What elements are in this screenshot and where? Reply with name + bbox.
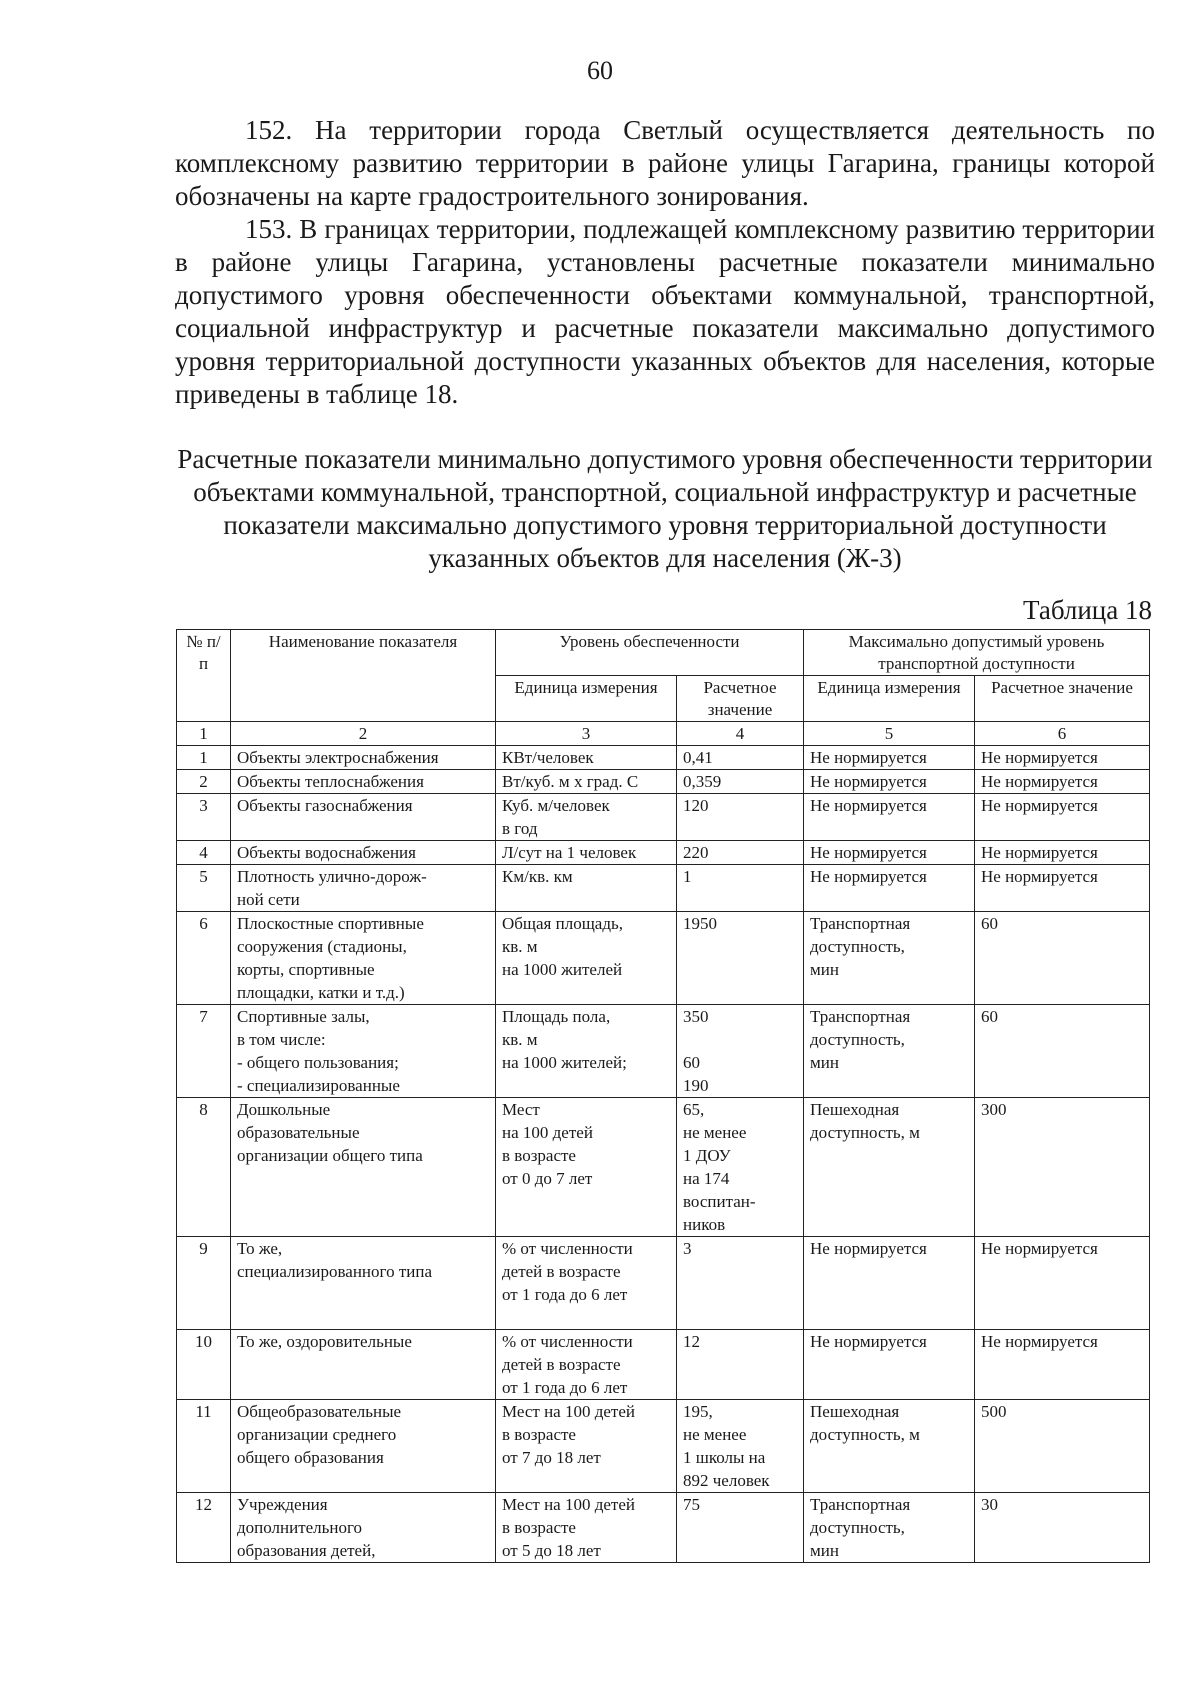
cell-line: от 0 до 7 лет bbox=[502, 1169, 593, 1188]
cell-line: в год bbox=[502, 819, 538, 838]
cell-line: Не нормируется bbox=[981, 748, 1098, 767]
cell-line: Мест на 100 детей bbox=[502, 1402, 635, 1421]
cell-unit bbox=[496, 794, 677, 841]
cell-unit bbox=[496, 746, 677, 770]
row-number: 5 bbox=[177, 865, 231, 912]
cell-value bbox=[677, 1005, 804, 1098]
cell-line: То же, bbox=[237, 1239, 283, 1258]
cell-name bbox=[231, 841, 496, 865]
cell-value2 bbox=[975, 865, 1150, 912]
cell-line: Не нормируется bbox=[810, 772, 927, 791]
header-level: Уровень обеспеченности bbox=[496, 630, 804, 676]
cell-line: кв. м bbox=[502, 1030, 538, 1049]
cell-line: Учреждения bbox=[237, 1495, 328, 1514]
cell-value bbox=[677, 1330, 804, 1400]
cell-line: доступность, м bbox=[810, 1123, 920, 1142]
table-row bbox=[177, 794, 1150, 841]
cell-value2 bbox=[975, 841, 1150, 865]
cell-unit2 bbox=[804, 841, 975, 865]
cell-line: организации общего типа bbox=[237, 1146, 423, 1165]
table-heading: Расчетные показатели минимально допустимого уровня обеспеченности территории объектами коммунальной, транспортной, социальной инфраструктур и расчетные показатели максимально допустимого уровня территориальной доступности указанных объектов для населения (Ж-3) bbox=[177, 444, 1153, 573]
table-label: Таблица 18 bbox=[1023, 595, 1152, 625]
cell-name bbox=[231, 746, 496, 770]
cell-unit2 bbox=[804, 1330, 975, 1400]
cell-line: от 1 года до 6 лет bbox=[502, 1378, 628, 1397]
row-number: 11 bbox=[177, 1400, 231, 1493]
cell-line: дополнительного bbox=[237, 1518, 363, 1537]
cell-value2 bbox=[975, 1493, 1150, 1563]
cell-line: 65, bbox=[683, 1100, 705, 1119]
cell-unit2 bbox=[804, 1005, 975, 1098]
cell-line: 12 bbox=[683, 1332, 700, 1351]
cell-value bbox=[677, 1098, 804, 1237]
cell-unit2 bbox=[804, 912, 975, 1005]
table-row bbox=[177, 1493, 1150, 1563]
cell-unit bbox=[496, 1098, 677, 1237]
cell-line: То же, оздоровительные bbox=[237, 1332, 412, 1351]
cell-value2 bbox=[975, 746, 1150, 770]
cell-line: 75 bbox=[683, 1495, 700, 1514]
column-number: 3 bbox=[496, 722, 677, 746]
cell-unit bbox=[496, 770, 677, 794]
cell-line: Общеобразовательные bbox=[237, 1402, 402, 1421]
cell-line: не менее bbox=[683, 1123, 747, 1142]
table-row bbox=[177, 1098, 1150, 1237]
header-unit: Единица измерения bbox=[496, 676, 677, 722]
cell-unit2 bbox=[804, 865, 975, 912]
cell-line: Пешеходная bbox=[810, 1100, 900, 1119]
cell-line: общего образования bbox=[237, 1448, 384, 1467]
header-num: № п/п bbox=[177, 630, 231, 722]
cell-unit bbox=[496, 1493, 677, 1563]
cell-line: не менее bbox=[683, 1425, 747, 1444]
row-number: 3 bbox=[177, 794, 231, 841]
row-number: 6 bbox=[177, 912, 231, 1005]
cell-name bbox=[231, 1237, 496, 1330]
table-body bbox=[177, 722, 1150, 1563]
column-number: 2 bbox=[231, 722, 496, 746]
cell-line: на 1000 жителей bbox=[502, 960, 623, 979]
row-number: 7 bbox=[177, 1005, 231, 1098]
cell-line: 60 bbox=[981, 1007, 998, 1026]
cell-value bbox=[677, 1493, 804, 1563]
cell-line: % от численности bbox=[502, 1332, 633, 1351]
cell-line: 30 bbox=[981, 1495, 998, 1514]
cell-unit bbox=[496, 1237, 677, 1330]
table-row bbox=[177, 770, 1150, 794]
cell-value2 bbox=[975, 794, 1150, 841]
cell-line: кв. м bbox=[502, 937, 538, 956]
cell-line: Дошкольные bbox=[237, 1100, 331, 1119]
cell-line: 1 школы на bbox=[683, 1448, 766, 1467]
cell-line: от 5 до 18 лет bbox=[502, 1541, 601, 1560]
cell-line: 892 человек bbox=[683, 1471, 770, 1490]
table-row bbox=[177, 1330, 1150, 1400]
cell-line: Плотность улично-дорож- bbox=[237, 867, 427, 886]
header-row-1 bbox=[177, 630, 1150, 676]
cell-line: 120 bbox=[683, 796, 709, 815]
page-number: 60 bbox=[587, 56, 613, 85]
cell-line: Не нормируется bbox=[810, 748, 927, 767]
cell-line: от 1 года до 6 лет bbox=[502, 1285, 628, 1304]
cell-line: Не нормируется bbox=[810, 796, 927, 815]
cell-line: % от численности bbox=[502, 1239, 633, 1258]
cell-name bbox=[231, 865, 496, 912]
cell-value bbox=[677, 912, 804, 1005]
cell-unit bbox=[496, 912, 677, 1005]
cell-line: Спортивные залы, bbox=[237, 1007, 370, 1026]
cell-line: Не нормируется bbox=[810, 1239, 927, 1258]
cell-line: 3 bbox=[683, 1239, 692, 1258]
cell-line: 1 bbox=[683, 867, 692, 886]
cell-name bbox=[231, 1330, 496, 1400]
cell-line: Плоскостные спортивные bbox=[237, 914, 424, 933]
cell-name bbox=[231, 794, 496, 841]
cell-name bbox=[231, 770, 496, 794]
cell-line: Объекты водоснабжения bbox=[237, 843, 416, 862]
cell-line: 500 bbox=[981, 1402, 1007, 1421]
cell-line: 195, bbox=[683, 1402, 713, 1421]
row-number: 10 bbox=[177, 1330, 231, 1400]
cell-unit bbox=[496, 841, 677, 865]
column-number: 1 bbox=[177, 722, 231, 746]
cell-line: 0,41 bbox=[683, 748, 713, 767]
cell-unit bbox=[496, 1005, 677, 1098]
cell-line: Не нормируется bbox=[981, 772, 1098, 791]
cell-line: в том числе: bbox=[237, 1030, 326, 1049]
cell-unit2 bbox=[804, 794, 975, 841]
cell-value bbox=[677, 1400, 804, 1493]
table-row bbox=[177, 841, 1150, 865]
cell-line: Объекты теплоснабжения bbox=[237, 772, 424, 791]
cell-line: ников bbox=[683, 1215, 726, 1234]
table-row bbox=[177, 865, 1150, 912]
cell-unit bbox=[496, 1400, 677, 1493]
cell-line: на 100 детей bbox=[502, 1123, 593, 1142]
paragraph-153: 153. В границах территории, подлежащей комплексному развитию территории в районе улицы Гагарина, установлены расчетные показатели минимально допустимого уровня обеспеченности объектами коммунальной, транспортной, социальной инфраструктур и расчетные показатели максимально допустимого уровня территориальной доступности указанных объектов для населения, которые приведены в таблице 18. bbox=[175, 214, 1155, 409]
cell-line: Транспортная bbox=[810, 914, 911, 933]
cell-value bbox=[677, 794, 804, 841]
table-row bbox=[177, 746, 1150, 770]
cell-line: образовательные bbox=[237, 1123, 360, 1142]
cell-line: Мест на 100 детей bbox=[502, 1495, 635, 1514]
paragraph-152: 152. На территории города Светлый осуществляется деятельность по комплексному развитию территории в районе улицы Гагарина, границы которой обозначены на карте градостроительного зонирования. bbox=[175, 115, 1155, 211]
cell-unit2 bbox=[804, 1098, 975, 1237]
table-row bbox=[177, 1005, 1150, 1098]
cell-value bbox=[677, 865, 804, 912]
cell-unit bbox=[496, 865, 677, 912]
cell-line: мин bbox=[810, 960, 839, 979]
cell-line: Не нормируется bbox=[981, 1332, 1098, 1351]
cell-line: от 7 до 18 лет bbox=[502, 1448, 601, 1467]
cell-line: корты, спортивные bbox=[237, 960, 375, 979]
cell-line: Не нормируется bbox=[981, 1239, 1098, 1258]
row-number: 12 bbox=[177, 1493, 231, 1563]
cell-line: доступность, м bbox=[810, 1425, 920, 1444]
cell-line: на 1000 жителей; bbox=[502, 1053, 627, 1072]
cell-unit2 bbox=[804, 1493, 975, 1563]
cell-line: КВт/человек bbox=[502, 748, 594, 767]
cell-unit2 bbox=[804, 1237, 975, 1330]
cell-line: в возрасте bbox=[502, 1425, 576, 1444]
cell-line: образования детей, bbox=[237, 1541, 376, 1560]
cell-line: Л/сут на 1 человек bbox=[502, 843, 637, 862]
cell-line: специализированного типа bbox=[237, 1262, 432, 1281]
cell-value bbox=[677, 841, 804, 865]
table-row bbox=[177, 912, 1150, 1005]
cell-line: 60 bbox=[683, 1053, 700, 1072]
cell-line: Объекты электроснабжения bbox=[237, 748, 439, 767]
cell-line: ной сети bbox=[237, 890, 300, 909]
cell-value2 bbox=[975, 1098, 1150, 1237]
cell-line: Транспортная bbox=[810, 1495, 911, 1514]
cell-line: 0,359 bbox=[683, 772, 722, 791]
cell-line: 350 bbox=[683, 1007, 709, 1026]
cell-line: - общего пользования; bbox=[237, 1053, 399, 1072]
cell-value2 bbox=[975, 912, 1150, 1005]
cell-line: сооружения (стадионы, bbox=[237, 937, 407, 956]
cell-unit2 bbox=[804, 1400, 975, 1493]
column-number: 4 bbox=[677, 722, 804, 746]
row-number: 4 bbox=[177, 841, 231, 865]
cell-line: Объекты газоснабжения bbox=[237, 796, 413, 815]
cell-line: Не нормируется bbox=[981, 843, 1098, 862]
cell-line: доступность, bbox=[810, 1518, 905, 1537]
cell-line: организации среднего bbox=[237, 1425, 397, 1444]
header-name: Наименование показателя bbox=[231, 630, 496, 722]
cell-line: Не нормируется bbox=[810, 843, 927, 862]
cell-value2 bbox=[975, 1005, 1150, 1098]
cell-line: Площадь пола, bbox=[502, 1007, 611, 1026]
cell-value2 bbox=[975, 770, 1150, 794]
cell-line: Км/кв. км bbox=[502, 867, 573, 886]
cell-line: 1950 bbox=[683, 914, 717, 933]
header-unit2: Единица измерения bbox=[804, 676, 975, 722]
cell-line: мин bbox=[810, 1053, 839, 1072]
column-number-row bbox=[177, 722, 1150, 746]
row-number: 9 bbox=[177, 1237, 231, 1330]
cell-unit2 bbox=[804, 770, 975, 794]
header-max: Максимально допустимый уровень транспортной доступности bbox=[804, 630, 1150, 676]
cell-line: воспитан- bbox=[683, 1192, 756, 1211]
cell-line: Куб. м/человек bbox=[502, 796, 610, 815]
cell-line: на 174 bbox=[683, 1169, 730, 1188]
cell-line: мин bbox=[810, 1541, 839, 1560]
cell-line: детей в возрасте bbox=[502, 1262, 621, 1281]
cell-line: Не нормируется bbox=[810, 1332, 927, 1351]
cell-name bbox=[231, 912, 496, 1005]
cell-unit bbox=[496, 1330, 677, 1400]
cell-line: 220 bbox=[683, 843, 709, 862]
cell-value2 bbox=[975, 1400, 1150, 1493]
row-number: 8 bbox=[177, 1098, 231, 1237]
cell-line: 300 bbox=[981, 1100, 1007, 1119]
cell-value2 bbox=[975, 1237, 1150, 1330]
indicators-table bbox=[176, 629, 1150, 1563]
cell-line: доступность, bbox=[810, 937, 905, 956]
cell-name bbox=[231, 1400, 496, 1493]
table-row bbox=[177, 1400, 1150, 1493]
cell-line: в возрасте bbox=[502, 1518, 576, 1537]
row-number: 1 bbox=[177, 746, 231, 770]
cell-line: 1 ДОУ bbox=[683, 1146, 731, 1165]
column-number: 5 bbox=[804, 722, 975, 746]
cell-line: Транспортная bbox=[810, 1007, 911, 1026]
cell-name bbox=[231, 1098, 496, 1237]
header-value: Расчетное значение bbox=[677, 676, 804, 722]
cell-line: детей в возрасте bbox=[502, 1355, 621, 1374]
cell-line: Мест bbox=[502, 1100, 540, 1119]
header-value2: Расчетное значение bbox=[975, 676, 1150, 722]
cell-line: Пешеходная bbox=[810, 1402, 900, 1421]
cell-line: - специализированные bbox=[237, 1076, 400, 1095]
cell-line: 60 bbox=[981, 914, 998, 933]
table-row bbox=[177, 1237, 1150, 1330]
cell-name bbox=[231, 1005, 496, 1098]
cell-line: Не нормируется bbox=[981, 796, 1098, 815]
cell-line: 190 bbox=[683, 1076, 709, 1095]
cell-line: Не нормируется bbox=[981, 867, 1098, 886]
cell-name bbox=[231, 1493, 496, 1563]
cell-value bbox=[677, 746, 804, 770]
cell-value bbox=[677, 1237, 804, 1330]
cell-line: Общая площадь, bbox=[502, 914, 624, 933]
row-number: 2 bbox=[177, 770, 231, 794]
cell-value2 bbox=[975, 1330, 1150, 1400]
cell-unit2 bbox=[804, 746, 975, 770]
cell-value bbox=[677, 770, 804, 794]
cell-line: площадки, катки и т.д.) bbox=[237, 983, 405, 1002]
cell-line: Не нормируется bbox=[810, 867, 927, 886]
cell-line bbox=[683, 1028, 797, 1051]
cell-line: Вт/куб. м х град. С bbox=[502, 772, 639, 791]
cell-line: доступность, bbox=[810, 1030, 905, 1049]
column-number: 6 bbox=[975, 722, 1150, 746]
cell-line bbox=[502, 1306, 670, 1329]
cell-line: в возрасте bbox=[502, 1146, 576, 1165]
